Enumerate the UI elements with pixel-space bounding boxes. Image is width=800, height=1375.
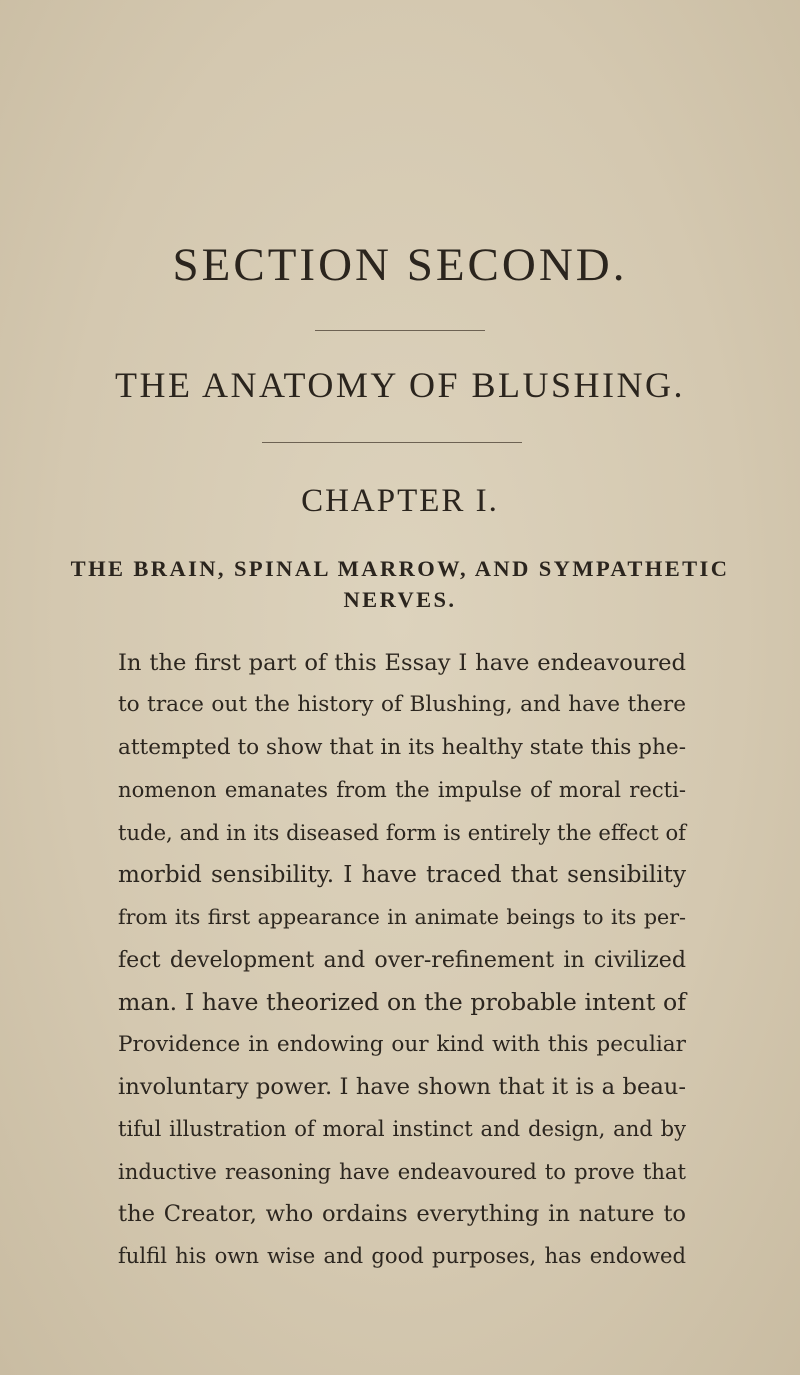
chapter-heading-line: NERVES. — [343, 587, 457, 612]
text-line: morbid sensibility. I have traced that sensibility — [118, 861, 686, 888]
text-line: inductive reasoning have endeavoured to prove that — [118, 1158, 686, 1184]
chapter-heading — [0, 553, 800, 615]
text-line: fulfil his own wise and good purposes, has endowed — [118, 1243, 686, 1269]
text-line: nomenon emanates from the impulse of moral recti- — [118, 777, 686, 803]
text-line: tiful illustration of moral instinct and design, and by — [118, 1116, 686, 1142]
text-line: tude, and in its diseased form is entirely the effect of — [118, 819, 686, 845]
text-line: In the first part of this Essay I have endeavoured — [118, 650, 686, 676]
section-title: SECTION SECOND. — [172, 239, 628, 291]
text-line: to trace out the history of Blushing, and have there — [118, 692, 686, 718]
text-line: fect development and over-refinement in civilized — [118, 946, 686, 973]
text-line: involuntary power. I have shown that it is a beau- — [118, 1073, 686, 1100]
subject-title: THE ANATOMY OF BLUSHING. — [114, 365, 686, 405]
text-line: man. I have theorized on the probable intent of — [118, 988, 686, 1017]
divider-rule — [315, 330, 485, 331]
divider-rule — [262, 442, 522, 443]
body-paragraph — [118, 642, 686, 1278]
chapter-title: CHAPTER I. — [301, 483, 499, 519]
text-line: the Creator, who ordains everything in nature to — [118, 1201, 686, 1228]
text-line: attempted to show that in its healthy state this phe- — [118, 734, 686, 760]
text-line: from its first appearance in animate beings to its per- — [118, 905, 686, 930]
text-line: Providence in endowing our kind with this peculiar — [118, 1031, 686, 1057]
chapter-heading-line: THE BRAIN, SPINAL MARROW, AND SYMPATHETIC — [70, 556, 730, 581]
